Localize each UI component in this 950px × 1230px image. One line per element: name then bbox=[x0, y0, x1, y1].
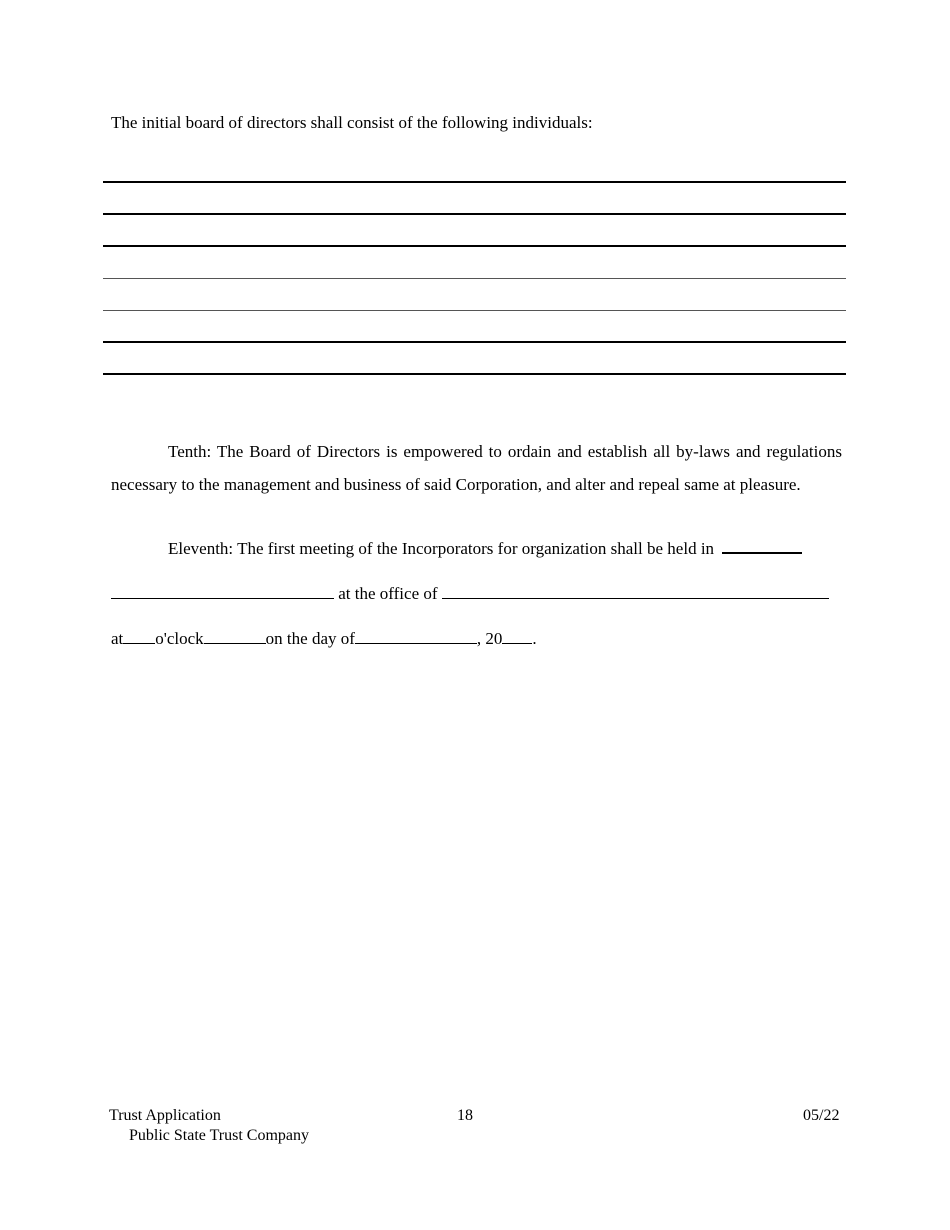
year-blank[interactable] bbox=[502, 642, 532, 644]
article-eleventh-line3 bbox=[111, 629, 537, 649]
time-blank[interactable] bbox=[204, 642, 266, 644]
footer-date: 05/22 bbox=[803, 1107, 840, 1124]
director-blank-line[interactable] bbox=[103, 278, 846, 279]
director-blank-line[interactable] bbox=[103, 213, 846, 215]
director-blank-line[interactable] bbox=[103, 341, 846, 343]
article-tenth: Tenth: The Board of Directors is empowered to ordain and establish all by-laws and regulations necessary to the management and business of said Corporation, and alter and repeal same at pleasure. bbox=[111, 442, 842, 494]
article-eleventh-line2 bbox=[111, 584, 829, 604]
board-intro-text: The initial board of directors shall consist of the following individuals: bbox=[111, 113, 593, 132]
oclock-text: o'clock bbox=[155, 629, 204, 648]
at-text: at bbox=[111, 629, 124, 648]
footer-company: Public State Trust Company bbox=[129, 1127, 310, 1144]
at-the-office-of-text: at the office of bbox=[338, 584, 438, 603]
day-of-text: on the day of bbox=[265, 629, 355, 648]
article-eleventh-line1 bbox=[168, 539, 802, 559]
meeting-city-blank[interactable] bbox=[111, 597, 334, 599]
year-prefix-text: , 20 bbox=[476, 629, 503, 648]
meeting-location-blank[interactable] bbox=[722, 551, 802, 554]
period-text: . bbox=[532, 629, 537, 648]
page-number: 18 bbox=[457, 1107, 473, 1124]
footer-title: Trust Application bbox=[109, 1107, 221, 1124]
director-blank-line[interactable] bbox=[103, 373, 846, 375]
director-blank-line[interactable] bbox=[103, 245, 846, 247]
date-blank[interactable] bbox=[355, 642, 477, 644]
eleventh-text: Eleventh: The first meeting of the Incorporators for organization shall be held in bbox=[168, 539, 715, 558]
hour-blank[interactable] bbox=[123, 642, 155, 644]
director-blank-line[interactable] bbox=[103, 181, 846, 183]
director-blank-line[interactable] bbox=[103, 310, 846, 311]
office-of-blank[interactable] bbox=[442, 597, 829, 599]
